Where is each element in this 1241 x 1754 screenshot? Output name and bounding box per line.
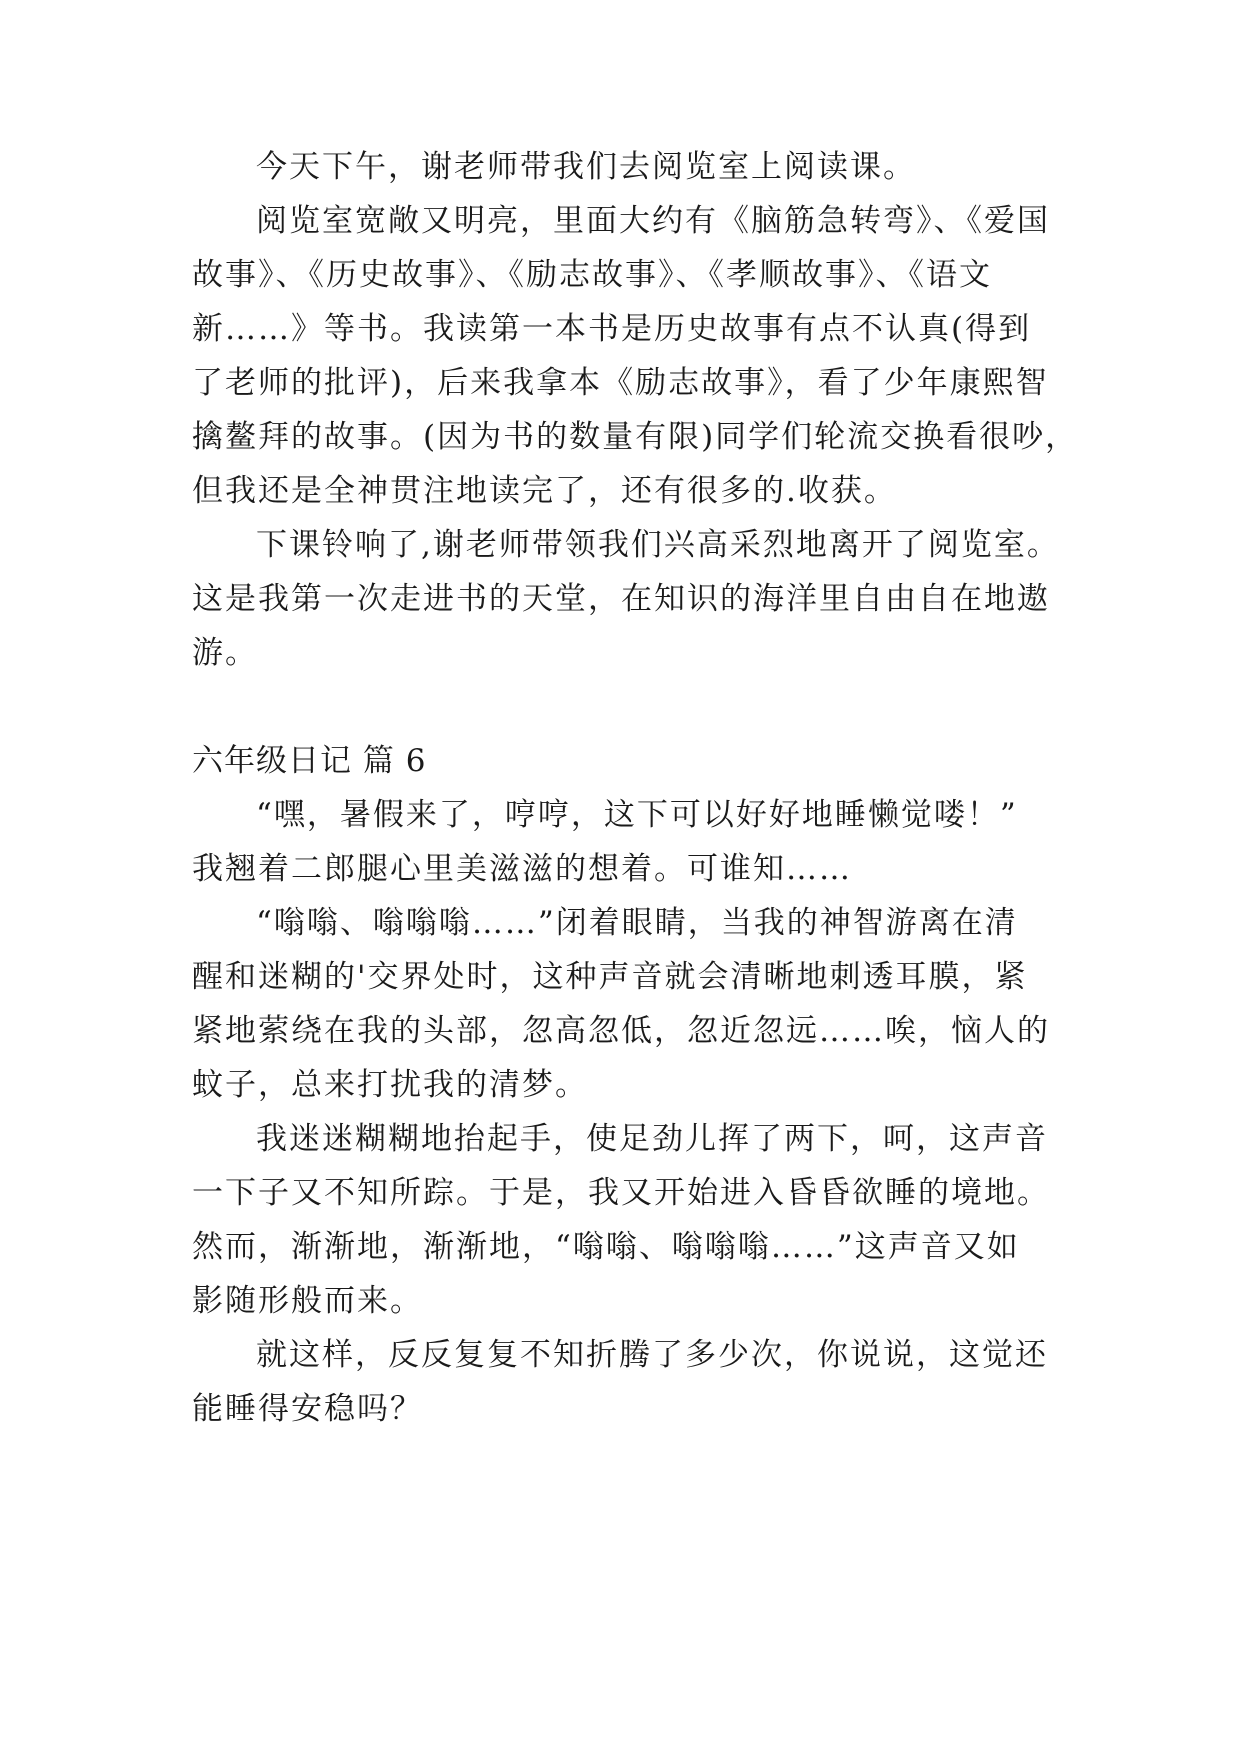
text-line: “嗡嗡、嗡嗡嗡……”闭着眼睛，当我的神智游离在清 (256, 905, 1018, 941)
text-line: 这是我第一次走进书的天堂，在知识的海洋里自由自在地遨 (192, 581, 1050, 617)
text-line: 了老师的批评)，后来我拿本《励志故事》，看了少年康熙智 (192, 365, 1049, 401)
text-line: 一下子又不知所踪。于是，我又开始进入昏昏欲睡的境地。 (192, 1175, 1050, 1211)
text-line: 我迷迷糊糊地抬起手，使足劲儿挥了两下，呵，这声音 (256, 1121, 1048, 1157)
text-line: 我翘着二郎腿心里美滋滋的想着。可谁知…… (192, 851, 852, 887)
text-line: “嘿，暑假来了，哼哼，这下可以好好地睡懒觉喽！” (256, 797, 1018, 833)
text-line: 然而，渐渐地，渐渐地，“嗡嗡、嗡嗡嗡……”这声音又如 (192, 1229, 1020, 1265)
text-line: 擒鳌拜的故事。(因为书的数量有限)同学们轮流交换看很吵， (192, 419, 1079, 455)
text-line: 今天下午，谢老师带我们去阅览室上阅读课。 (256, 149, 916, 185)
text-line: 醒和迷糊的'交界处时，这种声音就会清晰地刺透耳膜，紧 (192, 959, 1028, 995)
text-line: 但我还是全神贯注地读完了，还有很多的.收获。 (192, 473, 897, 509)
text-line: 紧地萦绕在我的头部，忽高忽低，忽近忽远……唉，恼人的 (192, 1013, 1050, 1049)
text-line: 能睡得安稳吗？ (192, 1391, 423, 1427)
text-line: 故事》、《历史故事》、《励志故事》、《孝顺故事》、《语文 (192, 257, 992, 293)
text-line: 游。 (192, 635, 258, 671)
text-line: 阅览室宽敞又明亮，里面大约有《脑筋急转弯》、《爱国 (256, 203, 1050, 239)
text-line: 蚊子，总来打扰我的清梦。 (192, 1067, 588, 1103)
text-line: 影随形般而来。 (192, 1283, 423, 1319)
text-line: 就这样，反反复复不知折腾了多少次，你说说，这觉还 (256, 1337, 1048, 1373)
text-line: 下课铃响了,谢老师带领我们兴高采烈地离开了阅览室。 (256, 527, 1060, 563)
text-line: 新……》等书。我读第一本书是历史故事有点不认真(得到 (192, 311, 1032, 347)
section-heading: 六年级日记 篇 6 (192, 743, 427, 779)
